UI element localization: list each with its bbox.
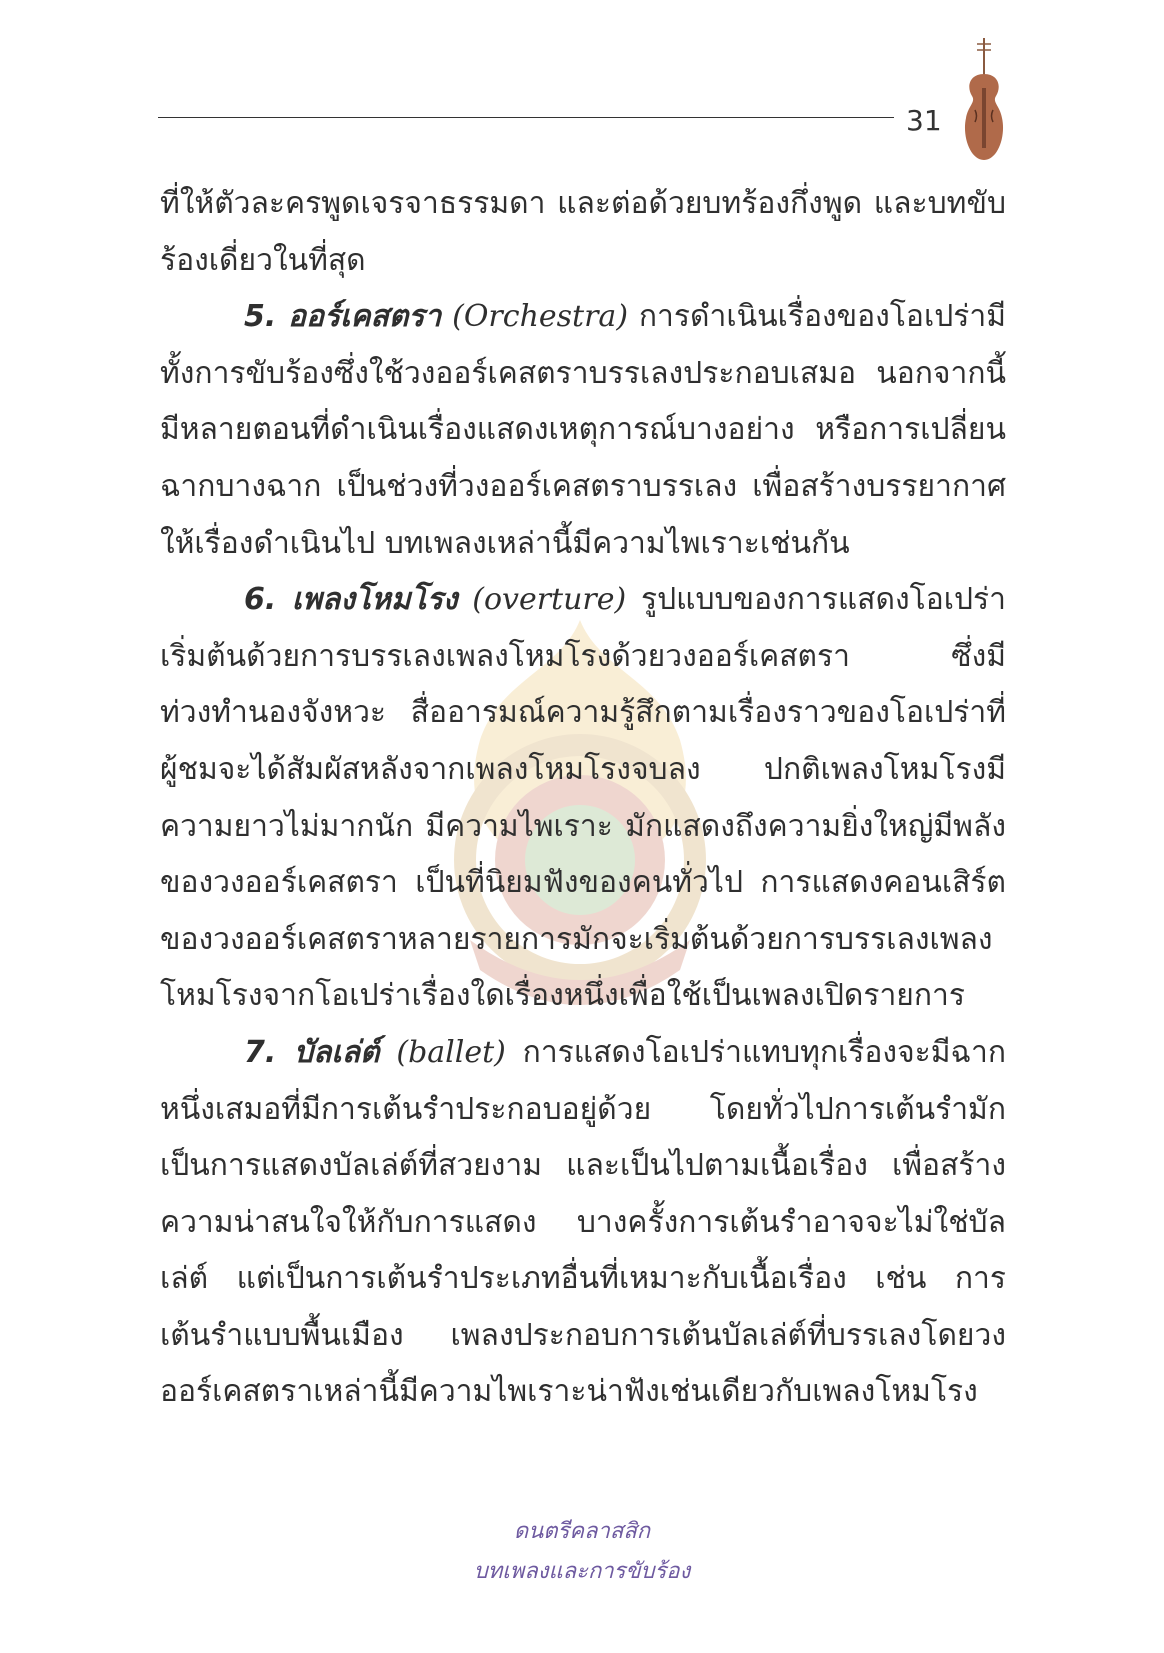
section-english-orchestra: (Orchestra) (452, 299, 629, 335)
footer-title: ดนตรีคลาสสิก (513, 1519, 651, 1544)
section-text-overture: รูปแบบของการแสดงโอเปร่าเริ่มต้นด้วยการบรรเลงเพลงโหมโรงด้วยวงออร์เคสตรา ซึ่งมีท่วงทำนองจังหวะ สื่ออารมณ์ความรู้สึกตามเรื่องราวของโอเปร่าที่ผู้ชมจะได้สัมผัสหลังจากเพลงโหมโรงจบลง ปกติเพลงโหมโรงมีความยาวไม่มากนัก มีความไพเราะ มักแสดงถึงความยิ่งใหญ่มีพลังของวงออร์เคสตรา เป็นที่นิยมฟังของคนทั่วไป การแสดงคอนเสิร์ตของวงออร์เคสตราหลายรายการมักจะเริ่มต้นด้วยการบรรเลงเพลงโหมโรงจากโอเปร่าเรื่องใดเรื่องหนึ่งเพื่อใช้เป็นเพลงเปิดรายการ (160, 582, 1006, 1014)
section-english-ballet: (ballet) (396, 1034, 506, 1070)
section-heading-overture: 6. เพลงโหมโรง (244, 582, 458, 618)
section-ballet (160, 1025, 1006, 1421)
section-text-orchestra: การดำเนินเรื่องของโอเปร่ามีทั้งการขับร้องซึ่งใช้วงออร์เคสตราบรรเลงประกอบเสมอ นอกจากนี้มีหลายตอนที่ดำเนินเรื่องแสดงเหตุการณ์บางอย่าง หรือการเปลี่ยนฉากบางฉาก เป็นช่วงที่วงออร์เคสตราบรรเลง เพื่อสร้างบรรยากาศให้เรื่องดำเนินไป บทเพลงเหล่านี้มีความไพเราะเช่นกัน (160, 299, 1006, 561)
section-heading-orchestra: 5. ออร์เคสตรา (244, 299, 442, 335)
section-orchestra (160, 289, 1006, 572)
violin-icon (960, 36, 1008, 164)
body-text (160, 176, 1006, 1421)
section-english-overture: (overture) (472, 582, 627, 618)
section-heading-ballet: 7. บัลเล่ต์ (244, 1034, 380, 1070)
header-rule (158, 117, 894, 118)
section-overture (160, 572, 1006, 1025)
section-text-ballet: การแสดงโอเปร่าแทบทุกเรื่องจะมีฉากหนึ่งเสมอที่มีการเต้นรำประกอบอยู่ด้วย โดยทั่วไปการเต้นรำมักเป็นการแสดงบัลเล่ต์ที่สวยงาม และเป็นไปตามเนื้อเรื่อง เพื่อสร้างความน่าสนใจให้กับการแสดง บางครั้งการเต้นรำอาจจะไม่ใช่บัลเล่ต์ แต่เป็นการเต้นรำประเภทอื่นที่เหมาะกับเนื้อเรื่อง เช่น การเต้นรำแบบพื้นเมือง เพลงประกอบการเต้นบัลเล่ต์ที่บรรเลงโดยวงออร์เคสตราเหล่านี้มีความไพเราะน่าฟังเช่นเดียวกับเพลงโหมโรง (160, 1034, 1006, 1410)
footer-subtitle: บทเพลงและการขับร้อง (473, 1559, 691, 1584)
intro-paragraph: ที่ให้ตัวละครพูดเจรจาธรรมดา และต่อด้วยบทร้องกึ่งพูด และบทขับร้องเดี่ยวในที่สุด (160, 186, 1006, 278)
page-number: 31 (906, 104, 942, 137)
